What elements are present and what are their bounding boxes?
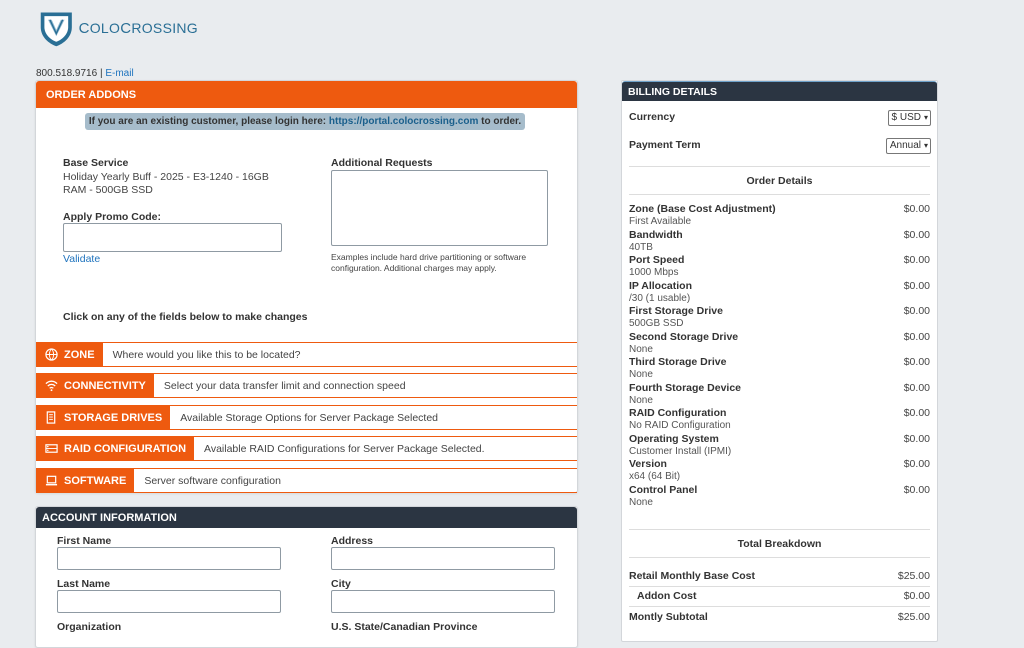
zone-tag: ZONE [36,343,103,366]
storage-drives-description: Available Storage Options for Server Package Selected [180,411,439,424]
option-storage-drives[interactable] [36,405,577,430]
base-service-value: Holiday Yearly Buff - 2025 - E3-1240 - 16GB RAM - 500GB SSD [63,171,269,196]
item-price: $0.00 [903,280,930,292]
option-connectivity[interactable] [36,373,577,398]
item-value: None [629,497,653,508]
colocrossing-logo[interactable] [38,6,198,50]
globe-icon [44,348,58,362]
additional-requests-label: Additional Requests [331,157,433,169]
promo-code-label: Apply Promo Code: [63,211,162,223]
retail-cost-value: $25.00 [897,570,930,582]
item-label: RAID Configuration [629,407,727,419]
software-description: Server software configuration [144,474,281,487]
last-name-input[interactable] [57,590,281,613]
item-price: $0.00 [903,356,930,368]
state-label: U.S. State/Canadian Province [331,621,478,633]
item-price: $0.00 [903,203,930,215]
promo-code-input[interactable] [63,223,282,252]
item-price: $0.00 [903,229,930,241]
item-label: Operating System [629,433,719,445]
item-value: No RAID Configuration [629,420,731,431]
zone-description: Where would you like this to be located? [112,348,301,361]
shield-logo-icon [38,7,75,49]
city-label: City [331,578,351,590]
item-price: $0.00 [903,331,930,343]
base-service-label: Base Service [63,157,129,169]
chevron-down-icon: ▾ [923,141,928,150]
item-price: $0.00 [903,433,930,445]
email-link[interactable]: E-mail [105,68,134,79]
item-label: Third Storage Drive [629,356,727,368]
divider [629,557,930,558]
connectivity-description: Select your data transfer limit and connection speed [163,379,406,392]
first-name-label: First Name [57,535,112,547]
additional-requests-note: Examples include hard drive partitioning or software configuration. Additional charges may apply. [331,252,527,273]
item-label: Zone (Base Cost Adjustment) [629,203,776,215]
address-label: Address [331,535,374,547]
laptop-icon [44,474,58,488]
item-price: $0.00 [903,458,930,470]
item-price: $0.00 [903,407,930,419]
organization-label: Organization [57,621,122,633]
storage-drives-tag: STORAGE DRIVES [36,406,170,429]
item-label: First Storage Drive [629,305,723,317]
currency-label: Currency [629,111,676,123]
existing-customer-notice: If you are an existing customer, please login here: https://portal.colocrossing.com to order. [85,113,525,130]
item-value: None [629,395,653,406]
billing-details-title: BILLING DETAILS [622,81,937,101]
separator: | [97,68,106,79]
item-label: Control Panel [629,484,698,496]
item-label: Version [629,458,667,470]
last-name-label: Last Name [57,578,111,590]
phone-number: 800.518.9716 [36,68,98,79]
billing-details-panel [621,80,938,642]
item-price: $0.00 [903,254,930,266]
divider [629,529,930,530]
divider [629,194,930,195]
payment-term-label: Payment Term [629,139,701,151]
portal-link[interactable]: https://portal.colocrossing.com [328,116,479,127]
divider [629,606,930,607]
item-label: Fourth Storage Device [629,382,742,394]
item-value: 40TB [629,242,653,253]
wifi-icon [44,379,58,393]
retail-cost-label: Retail Monthly Base Cost [629,570,756,582]
address-input[interactable] [331,547,555,570]
addon-cost-label: Addon Cost [637,590,697,602]
order-addons-panel [35,80,578,493]
divider [629,586,930,587]
total-breakdown-title: Total Breakdown [737,538,822,550]
item-value: Customer Install (IPMI) [629,446,732,457]
divider [629,166,930,167]
order-details-title: Order Details [746,175,813,187]
payment-term-select[interactable]: Annual ▾ [886,138,931,154]
addon-cost-value: $0.00 [903,590,930,602]
item-value: x64 (64 Bit) [629,471,681,482]
raid-configuration-description: Available RAID Configurations for Server Package Selected. [204,442,485,455]
item-label: IP Allocation [629,280,693,292]
city-input[interactable] [331,590,555,613]
account-information-title: ACCOUNT INFORMATION [36,507,577,528]
software-tag: SOFTWARE [36,469,134,492]
option-raid-configuration[interactable] [36,436,577,461]
item-price: $0.00 [903,382,930,394]
validate-link[interactable]: Validate [63,253,101,265]
item-value: 500GB SSD [629,318,684,329]
item-value: None [629,369,653,380]
item-label: Second Storage Drive [629,331,739,343]
option-software[interactable] [36,468,577,493]
instruction-text: Click on any of the fields below to make changes [63,311,308,323]
subtotal-label: Montly Subtotal [629,611,708,623]
drive-icon [44,411,58,425]
contact-line [36,68,134,79]
item-label: Bandwidth [629,229,683,241]
subtotal-value: $25.00 [897,611,930,623]
item-label: Port Speed [629,254,685,266]
item-price: $0.00 [903,305,930,317]
item-price: $0.00 [903,484,930,496]
connectivity-tag: CONNECTIVITY [36,374,154,397]
item-value: /30 (1 usable) [629,293,691,304]
currency-select[interactable]: $ USD ▾ [888,110,931,126]
additional-requests-textarea[interactable] [331,170,548,246]
logo-wordmark: COLOCROSSING [78,19,198,37]
raid-icon [44,442,58,456]
raid-configuration-tag: RAID CONFIGURATION [36,437,194,460]
item-value: 1000 Mbps [629,267,679,278]
first-name-input[interactable] [57,547,281,570]
order-addons-title: ORDER ADDONS [36,81,577,108]
item-value: None [629,344,653,355]
option-zone[interactable] [36,342,577,367]
chevron-down-icon: ▾ [923,113,928,122]
item-value: First Available [629,216,692,227]
